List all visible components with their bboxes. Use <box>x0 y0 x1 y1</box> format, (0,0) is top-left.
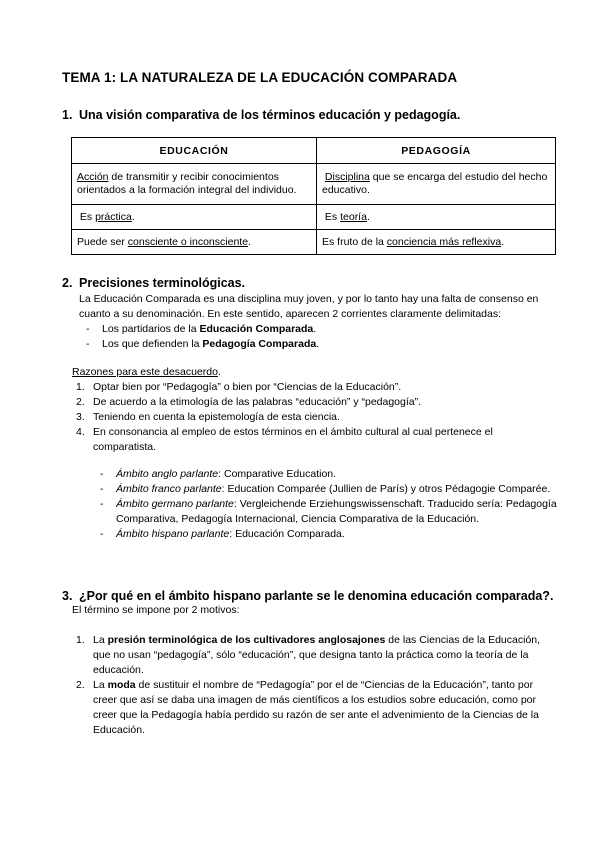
item-text: de sustituir el nombre de “Pedagogía” por el de “Ciencias de la Educación”, tanto por creer que así se daba una imagen de más científicos a los estudios sobre educación, como por creer que la Pedagogía había perdido su razón de ser ante el advenimiento de la Ciencias de la Educación. <box>93 679 539 736</box>
item-text: La <box>93 634 108 646</box>
table-cell <box>317 205 556 230</box>
cell-text: que se encarga del estudio del hecho educativo. <box>322 171 548 196</box>
list-item <box>76 633 558 678</box>
item-text: de las Ciencias de la Educación, que no usan “pedagogía”, sólo “educación”, que designa tanto la práctica como la teoría de la educación. <box>93 634 541 676</box>
ambit-text: : Educación Comparada. <box>229 528 345 540</box>
ambit-label: Ámbito anglo parlante <box>116 468 219 480</box>
cell-text: Es fruto de la <box>322 235 387 248</box>
cell-text: . <box>366 210 370 223</box>
item-bold: presión terminológica de los cultivadores anglosajones <box>107 634 386 646</box>
table-cell <box>72 164 317 205</box>
ambit-text: : Vergleichende Erziehungswissenschaft. Traducido sería: Pedagogía Comparativa, Pedagogía Internacional, Ciencia Comparativa de la Educación. <box>116 498 557 525</box>
reasons-list <box>76 380 558 455</box>
table-cell <box>317 164 556 205</box>
table-cell <box>317 230 556 255</box>
item-text: Optar bien por “Pedagogía” o bien por “Ciencias de la Educación”. <box>93 381 402 393</box>
item-text: La <box>93 679 108 691</box>
item-text: Los que defienden la <box>102 338 203 350</box>
cell-keyword: Disciplina <box>324 171 370 183</box>
section-3-title: ¿Por qué en el ámbito hispano parlante se le denomina educación comparada?. <box>79 589 554 603</box>
list-item <box>100 497 560 527</box>
ambit-text: : Education Comparée (Jullien de París) y otros Pédagogie Comparée. <box>221 483 551 495</box>
ambit-label: Ámbito hispano parlante <box>116 528 230 540</box>
item-text: Los partidarios de la <box>102 323 200 335</box>
table-row <box>72 164 556 205</box>
section-2-number: 2. <box>62 276 73 290</box>
item-number: 1. <box>76 634 85 646</box>
ambit-label: Ámbito franco parlante <box>116 483 222 495</box>
cell-keyword: conciencia más reflexiva <box>386 235 502 248</box>
item-text: . <box>316 338 320 350</box>
list-item <box>76 380 558 395</box>
item-number: 1. <box>76 381 85 393</box>
list-item <box>76 425 558 455</box>
item-number: 2. <box>76 396 85 408</box>
table-cell <box>72 230 317 255</box>
cell-keyword: Acción <box>77 171 109 183</box>
table-header-row <box>72 138 556 164</box>
cell-keyword: práctica <box>95 210 132 223</box>
cell-text: de transmitir y recibir conocimientos orientados a la formación integral del individuo. <box>77 171 297 196</box>
table-cell <box>72 205 317 230</box>
item-bold: Educación Comparada <box>199 323 314 335</box>
item-bold: moda <box>107 679 136 691</box>
section-1-heading <box>62 108 460 122</box>
cell-text: . <box>248 235 251 248</box>
cell-keyword: teoría <box>340 210 367 223</box>
currents-list <box>86 322 556 352</box>
item-text: De acuerdo a la etimología de las palabras “educación” y “pedagogía”. <box>93 396 422 408</box>
motives-list <box>76 633 558 738</box>
list-item <box>100 527 560 542</box>
section-3-heading <box>62 589 553 603</box>
item-bold: Pedagogía Comparada <box>202 338 317 350</box>
section-3-intro: El término se impone por 2 motivos: <box>72 604 240 616</box>
item-text: . <box>313 323 317 335</box>
list-item <box>100 467 560 482</box>
reasons-label-period: . <box>217 366 221 378</box>
section-1-number: 1. <box>62 108 73 122</box>
ambits-list <box>100 467 560 542</box>
reasons-label <box>72 365 221 380</box>
reasons-label-text: Razones para este desacuerdo <box>72 366 218 378</box>
cell-text: Es <box>79 210 96 223</box>
table-header-educacion: EDUCACIÓN <box>72 138 317 164</box>
table-row <box>72 205 556 230</box>
cell-text: . <box>501 235 505 248</box>
cell-text: Puede ser <box>77 235 128 248</box>
list-item <box>76 410 558 425</box>
cell-text: Es <box>324 210 341 223</box>
cell-text: . <box>131 210 135 223</box>
item-number: 4. <box>76 426 85 438</box>
table-header-pedagogia: PEDAGOGÍA <box>317 138 556 164</box>
comparison-table <box>71 137 556 255</box>
item-text: Teniendo en cuenta la epistemología de esta ciencia. <box>93 411 340 423</box>
section-2-heading <box>62 276 245 290</box>
item-text: En consonancia al empleo de estos términos en el ámbito cultural al cual pertenece el comparatista. <box>93 426 493 453</box>
list-item <box>76 395 558 410</box>
section-1-title: Una visión comparativa de los términos educación y pedagogía. <box>79 108 461 122</box>
list-item <box>86 322 556 337</box>
ambit-text: : Comparative Education. <box>218 468 337 480</box>
list-item <box>100 482 560 497</box>
section-2-intro: La Educación Comparada es una disciplina muy joven, y por lo tanto hay una falta de consenso en cuanto a su denominación. En este sentido, aparecen 2 corrientes claramente delimitadas: <box>79 293 539 320</box>
ambit-label: Ámbito germano parlante <box>116 498 234 510</box>
table-row <box>72 230 556 255</box>
item-number: 3. <box>76 411 85 423</box>
section-3-number: 3. <box>62 589 73 603</box>
list-item <box>86 337 556 352</box>
section-2-title: Precisiones terminológicas. <box>79 276 246 290</box>
item-number: 2. <box>76 679 85 691</box>
list-item <box>76 678 558 738</box>
page-title: TEMA 1: LA NATURALEZA DE LA EDUCACIÓN COMPARADA <box>62 70 458 85</box>
cell-keyword: consciente o inconsciente <box>127 235 249 248</box>
